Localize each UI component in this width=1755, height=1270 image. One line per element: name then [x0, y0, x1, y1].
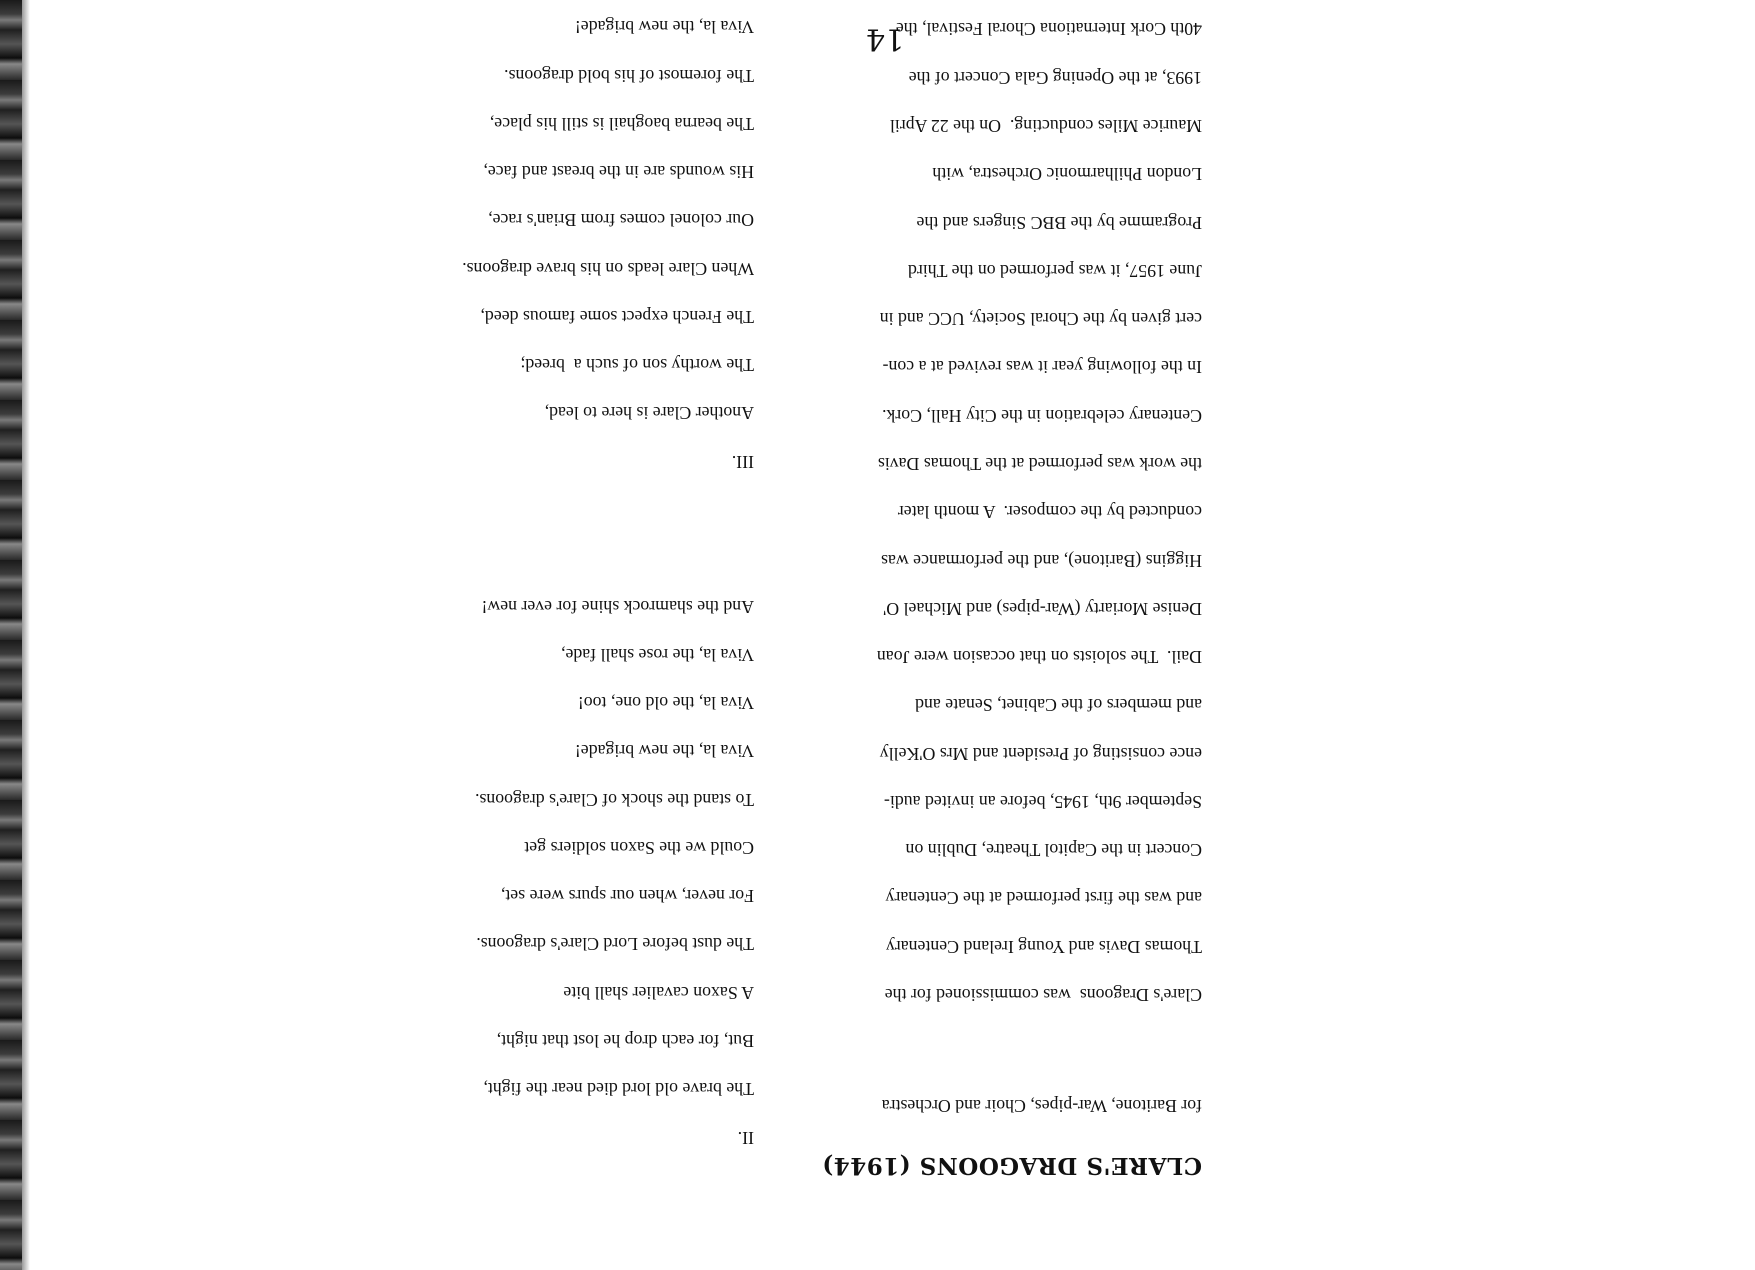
verse-line: The foremost of his bold dragoons. [504, 65, 754, 86]
text-line: June 1957, it was performed on the Third [908, 260, 1202, 281]
text-line: and members of the Cabinet, Senate and [915, 695, 1202, 716]
verse-line: To stand the shock of Clare's dragoons. [475, 789, 754, 810]
page-number: 14 [865, 21, 905, 56]
work-title: CLARE'S DRAGOONS (1944) [821, 1151, 1202, 1179]
text-line: In the following year it was revived at a con- [882, 357, 1202, 378]
work-subtitle: for Baritone, War-pipes, Choir and Orchestra [881, 1095, 1202, 1116]
text-line: cert given by the Choral Society, UCC and in [879, 309, 1202, 330]
verse-line: The brave old lord died near the fight, [483, 1079, 754, 1100]
verse-line: Another Clare is here to lead, [544, 403, 754, 424]
verse-line: Viva la, the new brigade! [574, 17, 754, 38]
verse-line: A Saxon cavalier shall bite [563, 982, 754, 1003]
right-column [304, 0, 754, 1210]
stanza-number: III. [731, 451, 754, 472]
verse-line: Our colonel comes from Brian's race, [488, 210, 754, 231]
verse-line: Viva la, the old one, too! [577, 693, 754, 714]
text-line: London Philharmonic Orchestra, with [932, 164, 1202, 185]
text-line: Thomas Davis and Young Ireland Centenary [885, 936, 1202, 957]
stanza-3 [304, 0, 754, 502]
stanza-2 [304, 566, 754, 1178]
text-line: Programme by the BBC Singers and the [916, 212, 1202, 233]
verse-line: When Clare leads on his brave dragoons. [462, 258, 754, 279]
text-line: ence consisting of President and Mrs O'Kelly [879, 743, 1202, 764]
verse-line: The bearna baoghail is still his place, [489, 113, 754, 134]
verse-line: The worthy son of such a breed; [520, 355, 754, 376]
text-line: Maurice Miles conducting. On the 22 April [889, 116, 1202, 136]
verse-line: But, for each drop he lost that night, [496, 1031, 754, 1052]
verse-line: For never, when our spurs were set, [500, 886, 754, 907]
text-line: 1993, at the Opening Gala Concert of the [908, 67, 1202, 88]
verse-line: And the shamrock shine for ever new! [481, 596, 754, 617]
stanza-number: II. [737, 1127, 754, 1148]
text-line: conducted by the composer. A month later [897, 502, 1202, 523]
text-line: 40th Cork Internationa Choral Festival, the [895, 19, 1202, 40]
text-line: September 9th, 1945, before an invited audi- [884, 791, 1202, 812]
verse-line: His wounds are in the breast and face, [483, 162, 754, 183]
text-line: Denise Moriarty (War-pipes) and Michael O' [883, 598, 1202, 619]
text-line: Clare's Dragoons was commissioned for the [884, 985, 1202, 1006]
text-line: and was the first performed at the Centenary [885, 888, 1202, 909]
text-line: Concert in the Capitol Theatre, Dublin on [905, 840, 1202, 861]
verse-line: The dust before Lord Clare's dragoons. [476, 934, 754, 955]
text-line: Dail. The soloists on that occasion were Joan [876, 647, 1202, 668]
verse-line: Viva la, the new brigade! [574, 741, 754, 762]
text-line: Centenary celebration in the City Hall, Cork. [882, 405, 1202, 426]
verse-line: The French expect some famous deed, [480, 306, 754, 327]
verse-line: Viva la, the rose shall fade, [561, 644, 754, 665]
text-line: Higgins (Baritone), and the performance was [881, 550, 1202, 571]
verse-line: Could we the Saxon soldiers get [524, 837, 754, 858]
text-line: the work was performed at the Thomas Davis [877, 453, 1202, 474]
